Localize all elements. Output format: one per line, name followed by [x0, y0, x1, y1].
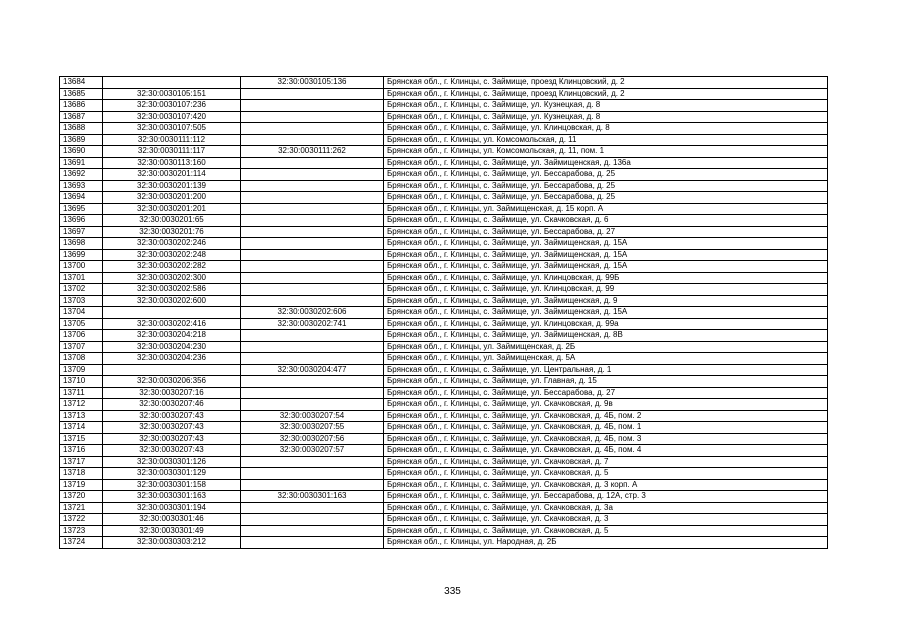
table-row — [60, 295, 828, 307]
building-cadastral-number-cell — [241, 468, 384, 480]
address-cell: Брянская обл., г. Клинцы, с. Займище, ул. Кузнецкая, д. 8 — [384, 111, 828, 123]
building-cadastral-number-cell — [241, 157, 384, 169]
address-cell: Брянская обл., г. Клинцы, с. Займище, ул. Займищенская, д. 15А — [384, 307, 828, 319]
table-row — [60, 376, 828, 388]
cadastral-number-cell: 32:30:0030207:43 — [103, 422, 241, 434]
address-cell: Брянская обл., г. Клинцы, с. Займище, ул. Бессарабова, д. 27 — [384, 226, 828, 238]
building-cadastral-number-cell: 32:30:0030111:262 — [241, 146, 384, 158]
cadastral-number-cell: 32:30:0030202:586 — [103, 284, 241, 296]
building-cadastral-number-cell: 32:30:0030204:477 — [241, 364, 384, 376]
row-number-cell: 13692 — [60, 169, 103, 181]
building-cadastral-number-cell — [241, 387, 384, 399]
table-body — [60, 77, 828, 549]
table-row — [60, 215, 828, 227]
address-cell: Брянская обл., г. Клинцы, с. Займище, ул. Скачковская, д. 5 — [384, 525, 828, 537]
cadastral-number-cell: 32:30:0030201:201 — [103, 203, 241, 215]
table-row — [60, 387, 828, 399]
table-row — [60, 272, 828, 284]
building-cadastral-number-cell — [241, 249, 384, 261]
cadastral-number-cell: 32:30:0030301:163 — [103, 491, 241, 503]
table-row — [60, 318, 828, 330]
row-number-cell: 13702 — [60, 284, 103, 296]
cadastral-number-cell: 32:30:0030201:76 — [103, 226, 241, 238]
row-number-cell: 13709 — [60, 364, 103, 376]
address-cell: Брянская обл., г. Клинцы, с. Займище, ул. Займищенская, д. 8В — [384, 330, 828, 342]
building-cadastral-number-cell — [241, 330, 384, 342]
cadastral-number-cell: 32:30:0030301:49 — [103, 525, 241, 537]
address-cell: Брянская обл., г. Клинцы, с. Займище, ул. Скачковская, д. 6 — [384, 215, 828, 227]
row-number-cell: 13685 — [60, 88, 103, 100]
row-number-cell: 13701 — [60, 272, 103, 284]
address-cell: Брянская обл., г. Клинцы, с. Займище, ул. Скачковская, д. 3а — [384, 502, 828, 514]
cadastral-number-cell: 32:30:0030202:282 — [103, 261, 241, 273]
building-cadastral-number-cell — [241, 456, 384, 468]
cadastral-number-cell: 32:30:0030202:300 — [103, 272, 241, 284]
address-cell: Брянская обл., г. Клинцы, ул. Комсомольская, д. 11, пом. 1 — [384, 146, 828, 158]
row-number-cell: 13712 — [60, 399, 103, 411]
table-row — [60, 410, 828, 422]
row-number-cell: 13697 — [60, 226, 103, 238]
address-cell: Брянская обл., г. Клинцы, с. Займище, ул. Главная, д. 15 — [384, 376, 828, 388]
address-cell: Брянская обл., г. Клинцы, с. Займище, ул. Скачковская, д. 4Б, пом. 2 — [384, 410, 828, 422]
address-cell: Брянская обл., г. Клинцы, с. Займище, ул. Займищенская, д. 136а — [384, 157, 828, 169]
row-number-cell: 13696 — [60, 215, 103, 227]
row-number-cell: 13715 — [60, 433, 103, 445]
cadastral-number-cell — [103, 307, 241, 319]
address-cell: Брянская обл., г. Клинцы, с. Займище, ул. Займищенская, д. 15А — [384, 238, 828, 250]
building-cadastral-number-cell — [241, 123, 384, 135]
building-cadastral-number-cell — [241, 111, 384, 123]
address-cell: Брянская обл., г. Клинцы, с. Займище, ул. Скачковская, д. 7 — [384, 456, 828, 468]
building-cadastral-number-cell: 32:30:0030207:54 — [241, 410, 384, 422]
table-row — [60, 502, 828, 514]
address-cell: Брянская обл., г. Клинцы, с. Займище, ул. Займищенская, д. 15А — [384, 249, 828, 261]
table-row — [60, 399, 828, 411]
building-cadastral-number-cell — [241, 272, 384, 284]
row-number-cell: 13698 — [60, 238, 103, 250]
row-number-cell: 13695 — [60, 203, 103, 215]
address-cell: Брянская обл., г. Клинцы, с. Займище, ул. Клинцовская, д. 8 — [384, 123, 828, 135]
table-row — [60, 226, 828, 238]
row-number-cell: 13688 — [60, 123, 103, 135]
table-row — [60, 192, 828, 204]
address-cell: Брянская обл., г. Клинцы, ул. Займищенская, д. 15 корп. А — [384, 203, 828, 215]
cadastral-number-cell: 32:30:0030301:46 — [103, 514, 241, 526]
row-number-cell: 13713 — [60, 410, 103, 422]
address-cell: Брянская обл., г. Клинцы, с. Займище, ул. Клинцовская, д. 99 — [384, 284, 828, 296]
row-number-cell: 13722 — [60, 514, 103, 526]
row-number-cell: 13718 — [60, 468, 103, 480]
table-row — [60, 514, 828, 526]
cadastral-number-cell: 32:30:0030202:248 — [103, 249, 241, 261]
row-number-cell: 13721 — [60, 502, 103, 514]
cadastral-number-cell: 32:30:0030107:505 — [103, 123, 241, 135]
cadastral-number-cell: 32:30:0030301:194 — [103, 502, 241, 514]
row-number-cell: 13724 — [60, 537, 103, 549]
cadastral-number-cell: 32:30:0030202:416 — [103, 318, 241, 330]
cadastral-number-cell: 32:30:0030111:112 — [103, 134, 241, 146]
address-cell: Брянская обл., г. Клинцы, ул. Займищенская, д. 2Б — [384, 341, 828, 353]
row-number-cell: 13686 — [60, 100, 103, 112]
building-cadastral-number-cell — [241, 353, 384, 365]
cadastral-number-cell: 32:30:0030202:600 — [103, 295, 241, 307]
table-row — [60, 433, 828, 445]
address-cell: Брянская обл., г. Клинцы, с. Займище, ул. Бессарабова, д. 25 — [384, 192, 828, 204]
cadastral-number-cell: 32:30:0030202:246 — [103, 238, 241, 250]
address-cell: Брянская обл., г. Клинцы, с. Займище, ул. Скачковская, д. 5 — [384, 468, 828, 480]
address-cell: Брянская обл., г. Клинцы, с. Займище, ул. Бессарабова, д. 25 — [384, 169, 828, 181]
cadastral-number-cell: 32:30:0030207:43 — [103, 410, 241, 422]
row-number-cell: 13707 — [60, 341, 103, 353]
address-cell: Брянская обл., г. Клинцы, с. Займище, ул. Скачковская, д. 3 корп. А — [384, 479, 828, 491]
address-cell: Брянская обл., г. Клинцы, с. Займище, ул. Центральная, д. 1 — [384, 364, 828, 376]
table-row — [60, 445, 828, 457]
cadastral-number-cell: 32:30:0030207:46 — [103, 399, 241, 411]
row-number-cell: 13704 — [60, 307, 103, 319]
table-row — [60, 203, 828, 215]
building-cadastral-number-cell — [241, 341, 384, 353]
row-number-cell: 13700 — [60, 261, 103, 273]
table-row — [60, 456, 828, 468]
row-number-cell: 13714 — [60, 422, 103, 434]
table-row — [60, 525, 828, 537]
table-row — [60, 341, 828, 353]
building-cadastral-number-cell: 32:30:0030105:136 — [241, 77, 384, 89]
cadastral-number-cell: 32:30:0030303:212 — [103, 537, 241, 549]
building-cadastral-number-cell — [241, 399, 384, 411]
cadastral-number-cell: 32:30:0030204:236 — [103, 353, 241, 365]
table-row — [60, 307, 828, 319]
cadastral-number-cell: 32:30:0030201:139 — [103, 180, 241, 192]
cadastral-number-cell: 32:30:0030301:126 — [103, 456, 241, 468]
table-row — [60, 77, 828, 89]
cadastral-number-cell: 32:30:0030113:160 — [103, 157, 241, 169]
address-cell: Брянская обл., г. Клинцы, с. Займище, проезд Клинцовский, д. 2 — [384, 77, 828, 89]
cadastral-number-cell: 32:30:0030107:420 — [103, 111, 241, 123]
row-number-cell: 13723 — [60, 525, 103, 537]
address-cell: Брянская обл., г. Клинцы, с. Займище, ул. Клинцовская, д. 99Б — [384, 272, 828, 284]
table-row — [60, 491, 828, 503]
building-cadastral-number-cell — [241, 502, 384, 514]
building-cadastral-number-cell — [241, 525, 384, 537]
row-number-cell: 13699 — [60, 249, 103, 261]
address-cell: Брянская обл., г. Клинцы, ул. Народная, д. 2Б — [384, 537, 828, 549]
address-cell: Брянская обл., г. Клинцы, с. Займище, ул. Займищенская, д. 9 — [384, 295, 828, 307]
cadastral-number-cell: 32:30:0030111:117 — [103, 146, 241, 158]
building-cadastral-number-cell — [241, 215, 384, 227]
table-row — [60, 284, 828, 296]
building-cadastral-number-cell — [241, 203, 384, 215]
row-number-cell: 13705 — [60, 318, 103, 330]
address-cell: Брянская обл., г. Клинцы, ул. Комсомольская, д. 11 — [384, 134, 828, 146]
building-cadastral-number-cell — [241, 514, 384, 526]
address-cell: Брянская обл., г. Клинцы, ул. Займищенская, д. 5А — [384, 353, 828, 365]
building-cadastral-number-cell: 32:30:0030301:163 — [241, 491, 384, 503]
cadastral-number-cell: 32:30:0030207:43 — [103, 433, 241, 445]
row-number-cell: 13684 — [60, 77, 103, 89]
row-number-cell: 13691 — [60, 157, 103, 169]
address-cell: Брянская обл., г. Клинцы, с. Займище, ул. Кузнецкая, д. 8 — [384, 100, 828, 112]
table-row — [60, 238, 828, 250]
address-cell: Брянская обл., г. Клинцы, с. Займище, ул. Скачковская, д. 4Б, пом. 3 — [384, 433, 828, 445]
row-number-cell: 13719 — [60, 479, 103, 491]
row-number-cell: 13703 — [60, 295, 103, 307]
page-number: 335 — [444, 586, 461, 597]
row-number-cell: 13716 — [60, 445, 103, 457]
building-cadastral-number-cell — [241, 238, 384, 250]
address-cell: Брянская обл., г. Клинцы, с. Займище, ул. Бессарабова, д. 27 — [384, 387, 828, 399]
building-cadastral-number-cell — [241, 284, 384, 296]
address-cell: Брянская обл., г. Клинцы, с. Займище, ул. Бессарабова, д. 25 — [384, 180, 828, 192]
row-number-cell: 13717 — [60, 456, 103, 468]
building-cadastral-number-cell: 32:30:0030207:57 — [241, 445, 384, 457]
building-cadastral-number-cell — [241, 295, 384, 307]
table-row — [60, 330, 828, 342]
row-number-cell: 13689 — [60, 134, 103, 146]
table-row — [60, 422, 828, 434]
table-row — [60, 88, 828, 100]
cadastral-number-cell: 32:30:0030204:230 — [103, 341, 241, 353]
table-row — [60, 479, 828, 491]
row-number-cell: 13708 — [60, 353, 103, 365]
table-row — [60, 146, 828, 158]
address-cell: Брянская обл., г. Клинцы, с. Займище, ул. Клинцовская, д. 99а — [384, 318, 828, 330]
cadastral-number-cell: 32:30:0030207:43 — [103, 445, 241, 457]
building-cadastral-number-cell — [241, 479, 384, 491]
building-cadastral-number-cell — [241, 180, 384, 192]
building-cadastral-number-cell: 32:30:0030202:741 — [241, 318, 384, 330]
cadastral-number-cell: 32:30:0030107:236 — [103, 100, 241, 112]
building-cadastral-number-cell — [241, 169, 384, 181]
table-row — [60, 157, 828, 169]
building-cadastral-number-cell — [241, 261, 384, 273]
table-row — [60, 249, 828, 261]
cadastral-number-cell: 32:30:0030301:158 — [103, 479, 241, 491]
table-row — [60, 169, 828, 181]
building-cadastral-number-cell: 32:30:0030207:55 — [241, 422, 384, 434]
table-row — [60, 353, 828, 365]
row-number-cell: 13720 — [60, 491, 103, 503]
building-cadastral-number-cell — [241, 192, 384, 204]
building-cadastral-number-cell — [241, 537, 384, 549]
table-row — [60, 468, 828, 480]
table-row — [60, 261, 828, 273]
table-row — [60, 111, 828, 123]
address-cell: Брянская обл., г. Клинцы, с. Займище, ул. Скачковская, д. 4Б, пом. 4 — [384, 445, 828, 457]
cadastral-number-cell: 32:30:0030207:16 — [103, 387, 241, 399]
row-number-cell: 13693 — [60, 180, 103, 192]
row-number-cell: 13711 — [60, 387, 103, 399]
table-row — [60, 100, 828, 112]
cadastral-number-cell: 32:30:0030206:356 — [103, 376, 241, 388]
row-number-cell: 13687 — [60, 111, 103, 123]
cadastral-number-cell: 32:30:0030201:200 — [103, 192, 241, 204]
cadastral-number-cell: 32:30:0030301:129 — [103, 468, 241, 480]
cadastral-number-cell: 32:30:0030201:65 — [103, 215, 241, 227]
building-cadastral-number-cell: 32:30:0030207:56 — [241, 433, 384, 445]
address-cell: Брянская обл., г. Клинцы, с. Займище, ул. Бессарабова, д. 12А, стр. 3 — [384, 491, 828, 503]
table-row — [60, 537, 828, 549]
cadastral-number-cell: 32:30:0030105:151 — [103, 88, 241, 100]
cadastral-number-cell — [103, 364, 241, 376]
cadastral-number-cell — [103, 77, 241, 89]
cadastral-number-cell: 32:30:0030204:218 — [103, 330, 241, 342]
building-cadastral-number-cell — [241, 226, 384, 238]
row-number-cell: 13690 — [60, 146, 103, 158]
building-cadastral-number-cell — [241, 376, 384, 388]
building-cadastral-number-cell — [241, 134, 384, 146]
table-row — [60, 134, 828, 146]
cadastral-number-cell: 32:30:0030201:114 — [103, 169, 241, 181]
table-row — [60, 180, 828, 192]
row-number-cell: 13694 — [60, 192, 103, 204]
table-row — [60, 364, 828, 376]
address-cell: Брянская обл., г. Клинцы, с. Займище, ул. Займищенская, д. 15А — [384, 261, 828, 273]
row-number-cell: 13706 — [60, 330, 103, 342]
building-cadastral-number-cell: 32:30:0030202:606 — [241, 307, 384, 319]
address-cell: Брянская обл., г. Клинцы, с. Займище, ул. Скачковская, д. 9в — [384, 399, 828, 411]
building-cadastral-number-cell — [241, 100, 384, 112]
row-number-cell: 13710 — [60, 376, 103, 388]
address-cell: Брянская обл., г. Клинцы, с. Займище, проезд Клинцовский, д. 2 — [384, 88, 828, 100]
property-register-table — [59, 76, 828, 549]
building-cadastral-number-cell — [241, 88, 384, 100]
address-cell: Брянская обл., г. Клинцы, с. Займище, ул. Скачковская, д. 3 — [384, 514, 828, 526]
table-row — [60, 123, 828, 135]
address-cell: Брянская обл., г. Клинцы, с. Займище, ул. Скачковская, д. 4Б, пом. 1 — [384, 422, 828, 434]
